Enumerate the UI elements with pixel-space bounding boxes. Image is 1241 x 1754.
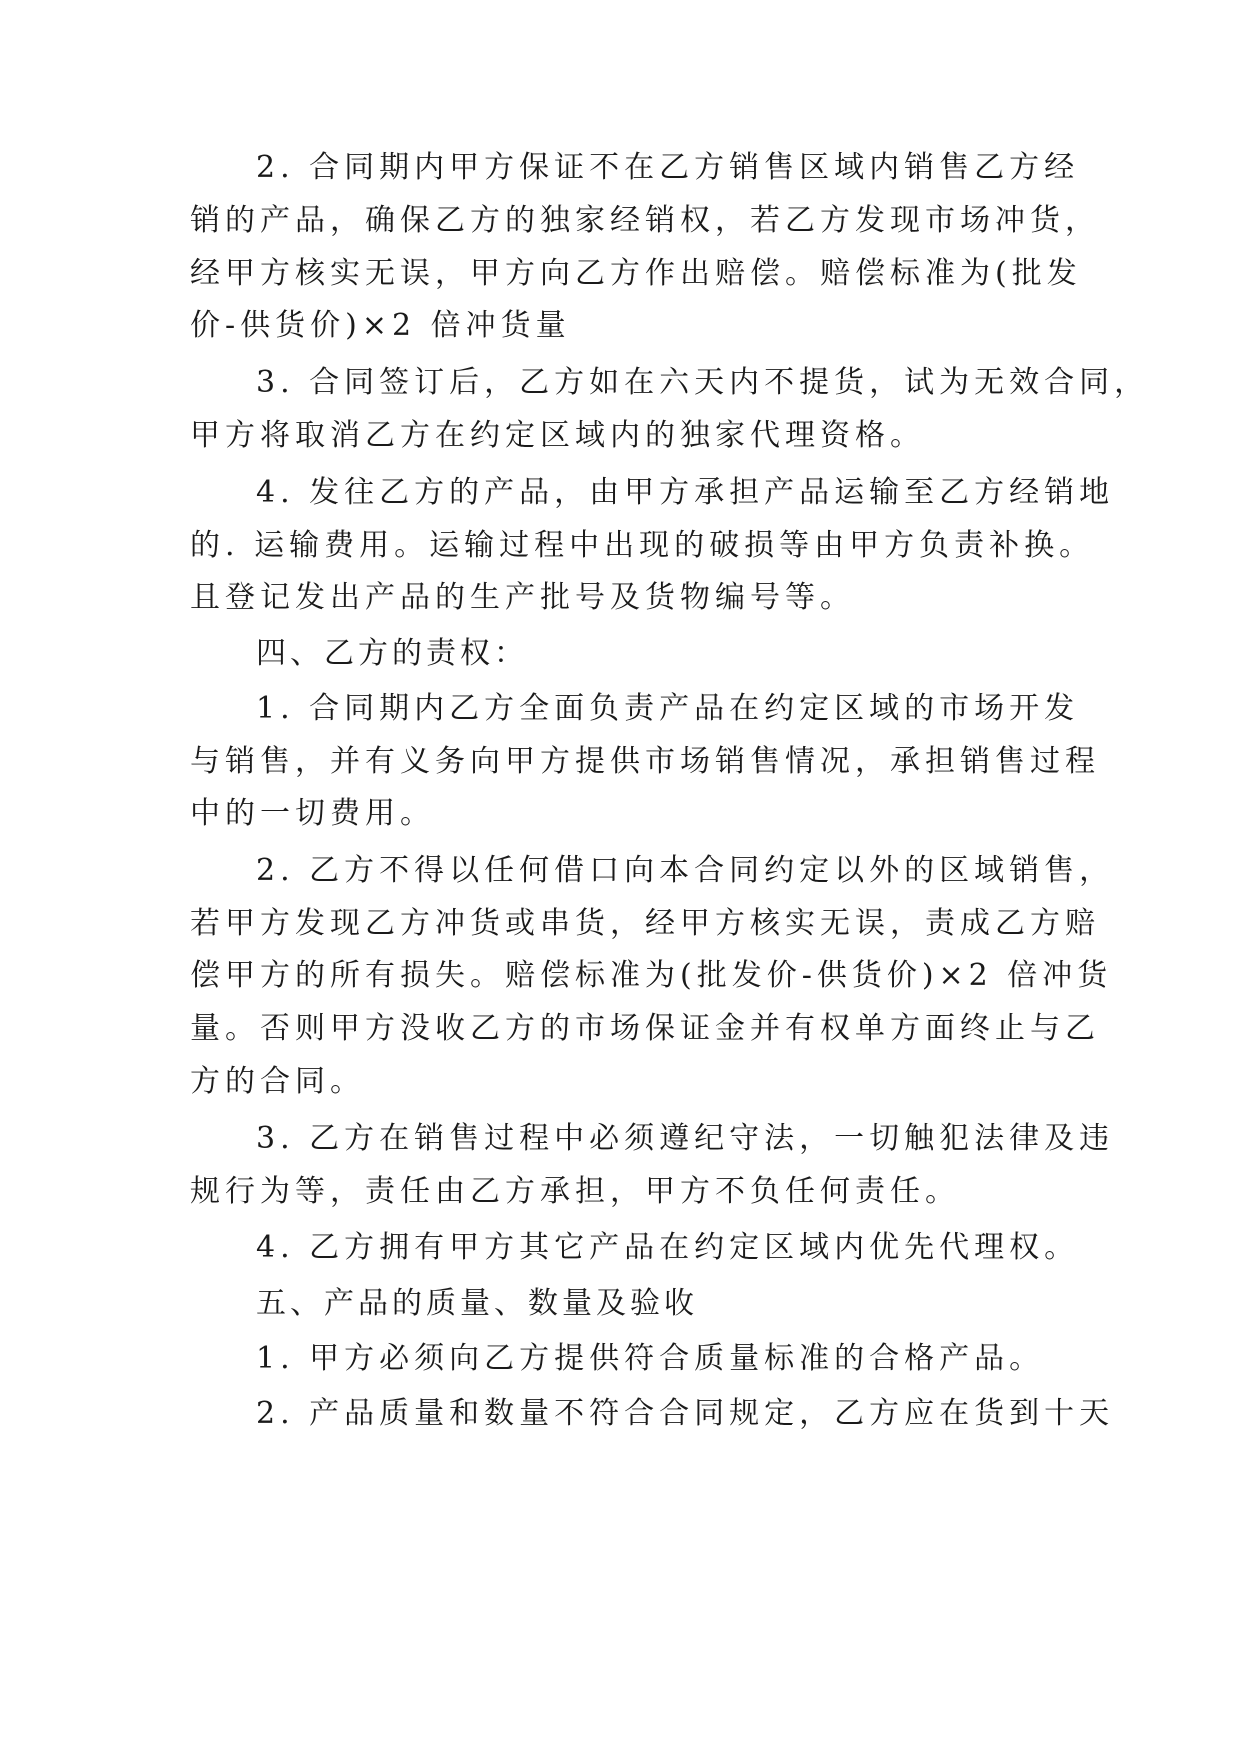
clause-3-4-line-2: 的. 运输费用。运输过程中出现的破损等由甲方负责补换。 <box>190 528 1095 563</box>
clause-4-2-line-3: 偿甲方的所有损失。赔偿标准为(批发价-供货价)×2 倍冲货 <box>190 958 1113 993</box>
clause-4-1-line-1: 1. 合同期内乙方全面负责产品在约定区域的市场开发 <box>256 691 1080 726</box>
clause-4-2-line-4: 量。否则甲方没收乙方的市场保证金并有权单方面终止与乙 <box>190 1011 1100 1046</box>
clause-3-2-line-1: 2. 合同期内甲方保证不在乙方销售区域内销售乙方经 <box>256 150 1080 185</box>
section-5-heading: 五、产品的质量、数量及验收 <box>256 1286 698 1321</box>
clause-4-1-line-3: 中的一切费用。 <box>190 796 435 831</box>
clause-3-4-line-1: 4. 发往乙方的产品，由甲方承担产品运输至乙方经销地 <box>256 475 1115 510</box>
clause-3-3-line-1: 3. 合同签订后，乙方如在六天内不提货，试为无效合同， <box>256 365 1150 400</box>
clause-3-2-line-4: 价-供货价)×2 倍冲货量 <box>190 308 571 343</box>
clause-4-2-line-5: 方的合同。 <box>190 1064 365 1099</box>
section-4-heading: 四、乙方的责权： <box>256 636 528 671</box>
clause-3-2-line-3: 经甲方核实无误，甲方向乙方作出赔偿。赔偿标准为(批发 <box>190 256 1082 291</box>
clause-4-3-line-1: 3. 乙方在销售过程中必须遵纪守法，一切触犯法律及违 <box>256 1121 1115 1156</box>
clause-4-1-line-2: 与销售，并有义务向甲方提供市场销售情况，承担销售过程 <box>190 744 1100 779</box>
clause-4-4-line-1: 4. 乙方拥有甲方其它产品在约定区域内优先代理权。 <box>256 1230 1080 1265</box>
clause-4-2-line-1: 2. 乙方不得以任何借口向本合同约定以外的区域销售， <box>256 853 1115 888</box>
clause-5-2-line-1: 2. 产品质量和数量不符合合同规定，乙方应在货到十天 <box>256 1396 1115 1431</box>
clause-4-2-line-2: 若甲方发现乙方冲货或串货，经甲方核实无误，责成乙方赔 <box>190 906 1100 941</box>
clause-3-4-line-3: 且登记发出产品的生产批号及货物编号等。 <box>190 580 855 615</box>
clause-3-3-line-2: 甲方将取消乙方在约定区域内的独家代理资格。 <box>190 418 925 453</box>
clause-5-1-line-1: 1. 甲方必须向乙方提供符合质量标准的合格产品。 <box>256 1341 1045 1376</box>
clause-3-2-line-2: 销的产品，确保乙方的独家经销权，若乙方发现市场冲货， <box>190 203 1100 238</box>
clause-4-3-line-2: 规行为等，责任由乙方承担，甲方不负任何责任。 <box>190 1174 960 1209</box>
